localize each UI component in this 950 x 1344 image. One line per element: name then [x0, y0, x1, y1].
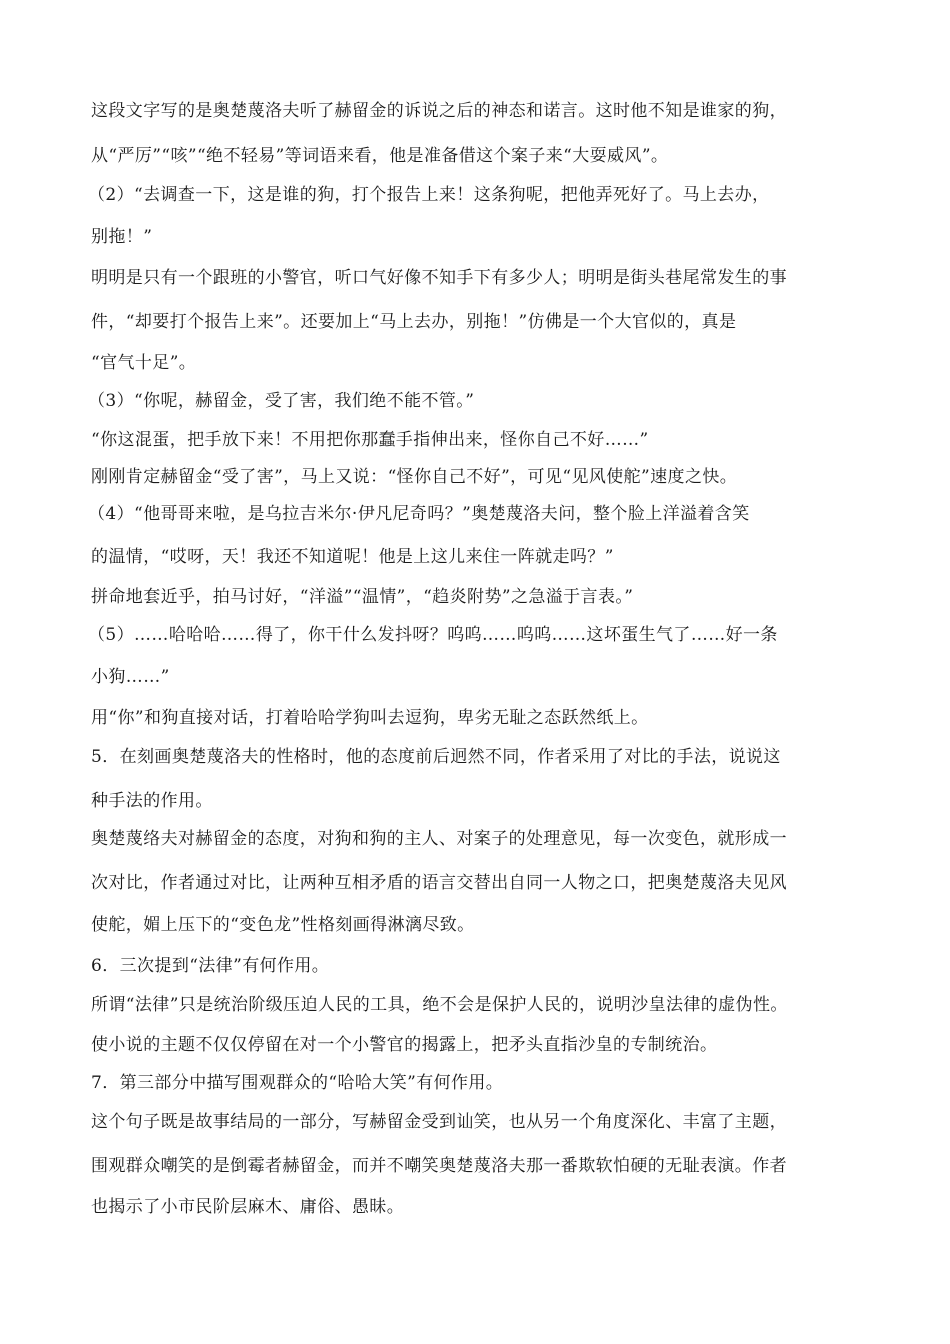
text-line: 种手法的作用。: [91, 791, 213, 811]
text-line: 这个句子既是故事结局的一部分，写赫留金受到讪笑，也从另一个角度深化、丰富了主题，: [91, 1112, 787, 1132]
text-line: 次对比，作者通过对比，让两种互相矛盾的语言交替出自同一人物之口，把奥楚蔑洛夫见风: [91, 873, 787, 893]
text-line: 的温情，“哎呀，天！我还不知道呢！他是上这儿来住一阵就走吗？”: [91, 547, 614, 567]
text-line: （5）……哈哈哈……得了，你干什么发抖呀？呜呜……呜呜……这坏蛋生气了……好一条: [88, 625, 778, 645]
text-line: 刚刚肯定赫留金“受了害”，马上又说：“怪你自己不好”，可见“见风使舵”速度之快。: [91, 467, 738, 487]
text-line: 所谓“法律”只是统治阶级压迫人民的工具，绝不会是保护人民的，说明沙皇法律的虚伪性。: [91, 995, 788, 1015]
text-line: 使小说的主题不仅仅停留在对一个小警官的揭露上，把矛头直指沙皇的专制统治。: [91, 1035, 718, 1055]
text-line: 别拖！”: [91, 227, 153, 247]
text-line: 围观群众嘲笑的是倒霉者赫留金，而并不嘲笑奥楚蔑洛夫那一番欺软怕硬的无耻表演。作者: [91, 1156, 787, 1176]
text-line: （4）“他哥哥来啦，是乌拉吉米尔·伊凡尼奇吗？”奥楚蔑洛夫问，整个脸上洋溢着含笑: [88, 504, 750, 524]
text-line: “你这混蛋，把手放下来！不用把你那蠢手指伸出来，怪你自己不好……”: [91, 430, 649, 450]
text-line: 明明是只有一个跟班的小警官，听口气好像不知手下有多少人；明明是街头巷尾常发生的事: [91, 268, 787, 288]
question-5: 5．在刻画奥楚蔑洛夫的性格时，他的态度前后迥然不同，作者采用了对比的手法，说说这: [91, 747, 781, 767]
text-line: 从“严厉”“咳”“绝不轻易”等词语来看，他是准备借这个案子来“大耍威风”。: [91, 146, 669, 166]
text-line: 用“你”和狗直接对话，打着哈哈学狗叫去逗狗，卑劣无耻之态跃然纸上。: [91, 708, 649, 728]
text-line: 也揭示了小市民阶层麻木、庸俗、愚昧。: [91, 1197, 405, 1217]
text-line: 拼命地套近乎，拍马讨好，“洋溢”“温情”，“趋炎附势”之急溢于言表。”: [91, 587, 634, 607]
text-line: 这段文字写的是奥楚蔑洛夫听了赫留金的诉说之后的神态和诺言。这时他不知是谁家的狗，: [91, 101, 787, 121]
text-line: 使舵，媚上压下的“变色龙”性格刻画得淋漓尽致。: [91, 915, 475, 935]
question-7: 7．第三部分中描写围观群众的“哈哈大笑”有何作用。: [91, 1073, 504, 1093]
text-line: “官气十足”。: [91, 353, 197, 373]
text-line: 件，“却要打个报告上来”。还要加上“马上去办，别拖！”仿佛是一个大官似的，真是: [91, 312, 737, 332]
text-line: 奥楚蔑络夫对赫留金的态度，对狗和狗的主人、对案子的处理意见，每一次变色，就形成一: [91, 829, 787, 849]
question-6: 6．三次提到“法律”有何作用。: [91, 956, 330, 976]
text-line: （3）“你呢，赫留金，受了害，我们绝不能不管。”: [88, 391, 475, 411]
text-line: 小狗……”: [91, 667, 170, 687]
text-line: （2）“去调查一下，这是谁的狗，打个报告上来！这条狗呢，把他弄死好了。马上去办，: [88, 185, 770, 205]
